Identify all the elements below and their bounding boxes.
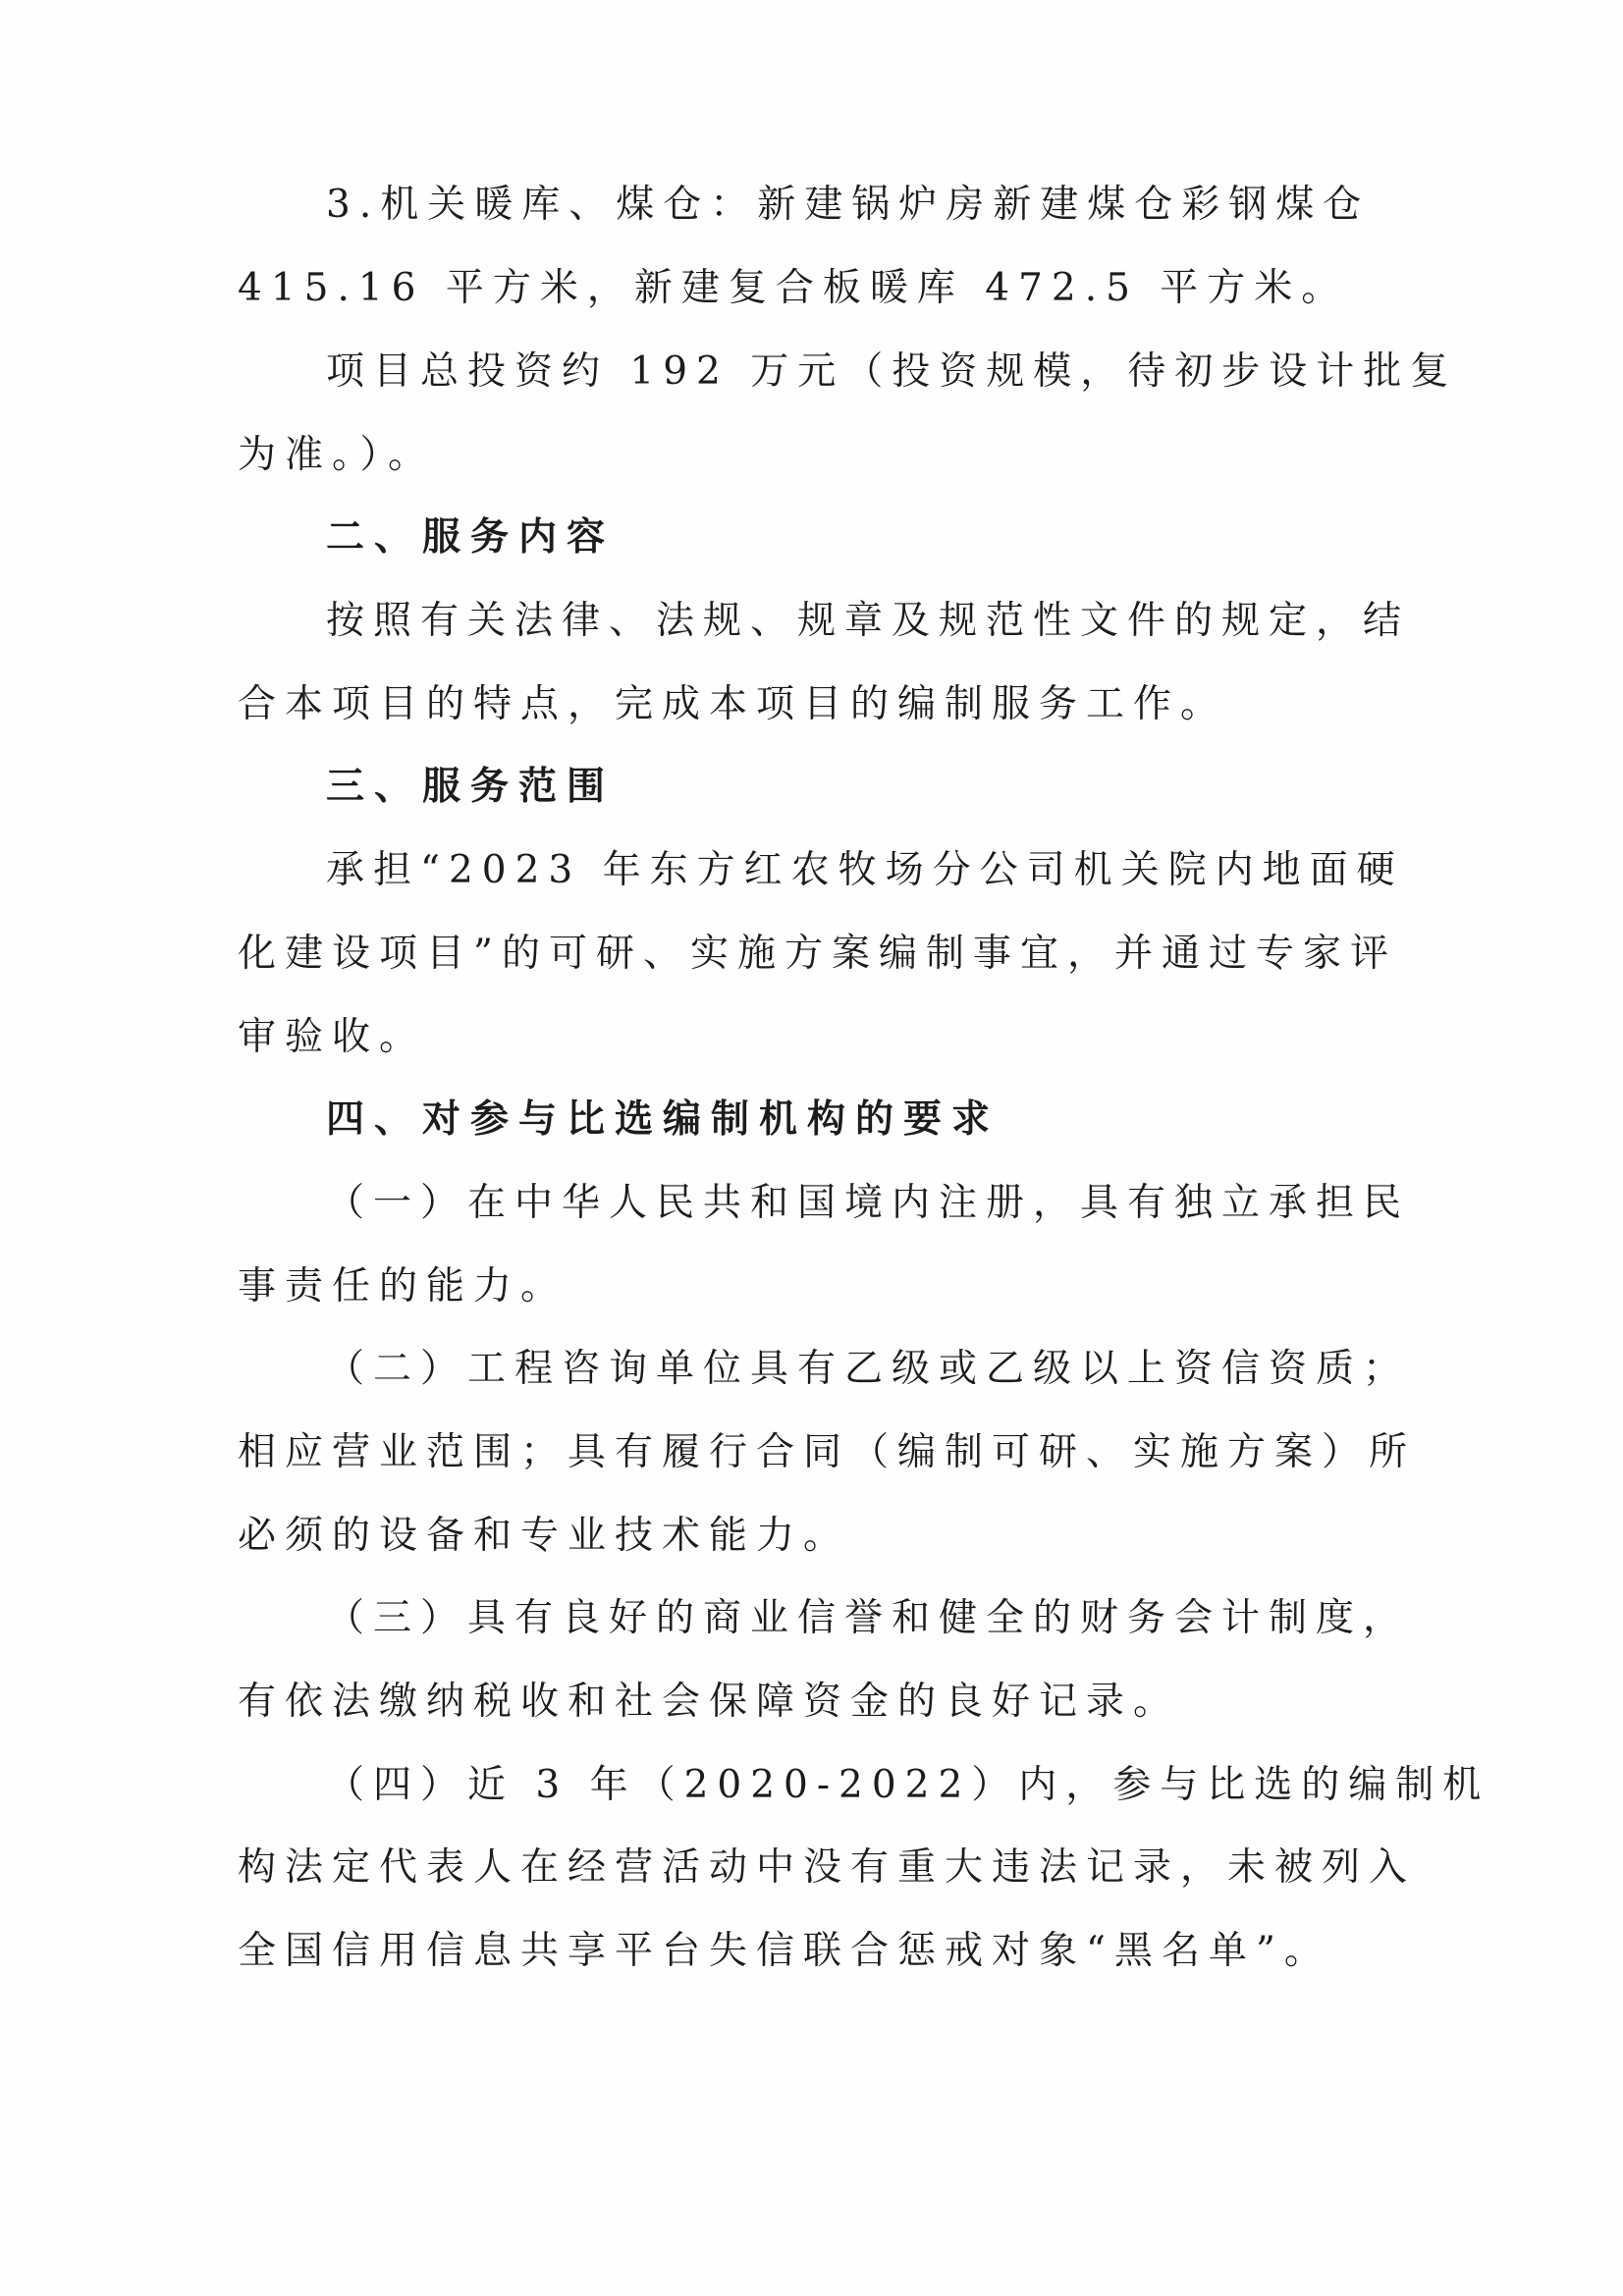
paragraph-line: 合本项目的特点，完成本项目的编制服务工作。: [238, 682, 1228, 726]
paragraph-line: （二）工程咨询单位具有乙级或乙级以上资信资质；: [326, 1347, 1411, 1391]
paragraph-line: 有依法缴纳税收和社会保障资金的良好记录。: [238, 1680, 1181, 1724]
paragraph-line: 相应营业范围；具有履行合同（编制可研、实施方案）所: [238, 1430, 1417, 1474]
section-heading: 四、对参与比选编制机构的要求: [326, 1097, 1001, 1142]
paragraph-line: 事责任的能力。: [238, 1264, 568, 1308]
section-heading: 二、服务内容: [326, 515, 616, 560]
paragraph-line: 承担“2023 年东方红农牧场分公司机关院内地面硬: [326, 848, 1404, 892]
paragraph-line: 化建设项目”的可研、实施方案编制事宜，并通过专家评: [238, 932, 1397, 976]
paragraph-line: （四）近 3 年（2020-2022）内，参与比选的编制机: [326, 1763, 1490, 1807]
paragraph-line: 为准。）。: [238, 433, 436, 477]
paragraph-line: 415.16 平方米，新建复合板暖库 472.5 平方米。: [238, 266, 1349, 310]
paragraph-line: 项目总投资约 192 万元（投资规模，待初步设计批复: [326, 349, 1458, 394]
paragraph-line: 全国信用信息共享平台失信联合惩戒对象“黑名单”。: [238, 1929, 1331, 1973]
paragraph-line: 按照有关法律、法规、规章及规范性文件的规定，结: [326, 599, 1411, 643]
section-heading: 三、服务范围: [326, 765, 616, 809]
paragraph-line: （一）在中华人民共和国境内注册，具有独立承担民: [326, 1181, 1411, 1225]
paragraph-line: 3.机关暖库、煤仓：新建锅炉房新建煤仓彩钢煤仓: [326, 183, 1371, 227]
paragraph-line: 构法定代表人在经营活动中没有重大违法记录，未被列入: [238, 1845, 1417, 1890]
paragraph-line: 审验收。: [238, 1015, 427, 1059]
paragraph-line: （三）具有良好的商业信誉和健全的财务会计制度，: [326, 1596, 1411, 1640]
paragraph-line: 必须的设备和专业技术能力。: [238, 1514, 851, 1558]
